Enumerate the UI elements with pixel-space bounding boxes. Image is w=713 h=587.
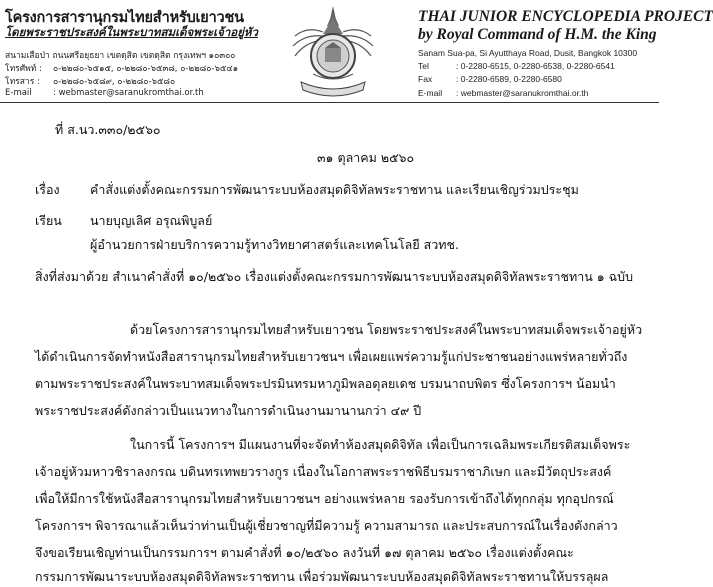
phone-row-thai (5, 61, 238, 75)
paragraph-2-line-6: กรรมการพัฒนาระบบห้องสมุดดิจิทัลพระราชทาน เพื่อร่วมพัฒนาระบบห้องสมุดดิจิทัลพระราชทานให้บรรลุผล (35, 569, 609, 584)
email-value-english: : webmaster@saranukromthai.or.th (456, 88, 589, 98)
email-row-english (418, 88, 588, 98)
letter-date: ๓๑ ตุลาคม ๒๕๖๐ (317, 150, 415, 165)
subject-row (35, 180, 579, 200)
subject-text: คำสั่งแต่งตั้งคณะกรรมการพัฒนาระบบห้องสมุดดิจิทัลพระราชทาน และเรียนเชิญร่วมประชุม (90, 182, 579, 197)
paragraph-1-line-1: ด้วยโครงการสารานุกรมไทยสำหรับเยาวชน โดยพระราชประสงค์ในพระบาทสมเด็จพระเจ้าอยู่หัว (130, 322, 643, 337)
paragraph-2-line-5: จึงขอเรียนเชิญท่านเป็นกรรมการฯ ตามคำสั่งที่ ๑๐/๒๕๖๐ ลงวันที่ ๑๗ ตุลาคม ๒๕๖๐ เรื่องแต่งตั้งคณะ (35, 545, 574, 560)
phone-label-thai: โทรศัพท์ : (5, 64, 42, 74)
org-subtitle-thai: โดยพระราชประสงค์ในพระบาทสมเด็จพระเจ้าอยู่หัว (5, 25, 258, 39)
paragraph-1-line-4: พระราชประสงค์ดังกล่าวเป็นแนวทางในการดำเนินงานมานานกว่า ๔๙ ปี (35, 403, 422, 418)
paragraph-1-line-3: ตามพระราชประสงค์ในพระบาทสมเด็จพระปรมินทรมหาภูมิพลอดุลยเดช บรมนาถบพิตร ซึ่งโครงการฯ น้อมนำ (35, 376, 616, 391)
fax-row-thai (5, 74, 175, 88)
email-row-thai (5, 88, 204, 98)
tel-label-english: Tel (418, 61, 429, 71)
email-label-thai: E-mail (5, 88, 32, 98)
fax-value-english: : 0-2280-6589, 0-2280-6580 (456, 74, 562, 84)
fax-row-english (418, 74, 562, 84)
org-name-english-line1: THAI JUNIOR ENCYCLOPEDIA PROJECT (418, 8, 713, 25)
letterhead-divider (0, 102, 659, 103)
fax-label-thai: โทรสาร : (5, 77, 40, 87)
tel-value-english: : 0-2280-6515, 0-2280-6538, 0-2280-6541 (456, 61, 615, 71)
reference-number: ที่ ส.นว.๓๓๐/๒๕๖๐ (55, 122, 161, 137)
royal-emblem-icon (283, 4, 383, 100)
paragraph-2-line-4: โครงการฯ พิจารณาแล้วเห็นว่าท่านเป็นผู้เชี่ยวชาญที่มีความรู้ ความสามารถ และประสบการณ์ในเรื่องดังกล่าว (35, 518, 618, 533)
address-thai: สนามเสือป่า ถนนศรีอยุธยา เขตดุสิต เขตดุสิต กรุงเทพฯ ๑๐๓๐๐ (5, 51, 236, 61)
org-name-english-line2: by Royal Command of H.M. the King (418, 26, 657, 43)
email-value-thai: : webmaster@saranukromthai.or.th (53, 88, 204, 98)
fax-value-thai: ๐-๒๒๘๐-๖๕๘๙, ๐-๒๒๘๐-๖๕๘๐ (53, 77, 176, 87)
paragraph-2-line-1: ในการนี้ โครงการฯ มีแผนงานที่จะจัดทำห้องสมุดดิจิทัล เพื่อเป็นการเฉลิมพระเกียรติสมเด็จพระ (130, 437, 631, 452)
recipient-title: ผู้อำนวยการฝ่ายบริการความรู้ทางวิทยาศาสตร์และเทคโนโลยี สวทช. (90, 237, 459, 252)
fax-label-english: Fax (418, 74, 433, 84)
recipient-name: นายบุญเลิศ อรุณพิบูลย์ (90, 213, 213, 228)
address-english: Sanam Sua-pa, Si Ayutthaya Road, Dusit, Bangkok 10300 (418, 48, 638, 58)
recipient-row (35, 211, 212, 231)
paragraph-2-line-2: เจ้าอยู่หัวมหาวชิราลงกรณ บดินทรเทพยวรางกูร เนื่องในโอกาสพระราชพิธีบรมราชาภิเษก และมีวัตถุประสงค์ (35, 464, 612, 479)
tel-row-english (418, 61, 615, 71)
subject-label: เรื่อง (35, 182, 60, 197)
recipient-label: เรียน (35, 213, 62, 228)
paragraph-2-line-3: เพื่อให้มีการใช้หนังสือสารานุกรมไทยสำหรับเยาวชนฯ อย่างแพร่หลาย รองรับการเข้าถึงได้ทุกกลุ่ม ทุกอุปกรณ์ (35, 491, 614, 506)
paragraph-1-line-2: ได้ดำเนินการจัดทำหนังสือสารานุกรมไทยสำหรับเยาวชนฯ เพื่อเผยแพร่ความรู้แก่ประชาชนอย่างแพร่หลายทั่วถึง (35, 349, 628, 364)
enclosure-line: สิ่งที่ส่งมาด้วย สำเนาคำสั่งที่ ๑๐/๒๕๖๐ เรื่องแต่งตั้งคณะกรรมการพัฒนาระบบห้องสมุดดิจิทัลพระราชทาน ๑ ฉบับ (35, 269, 634, 284)
email-label-english: E-mail (418, 88, 443, 98)
org-name-thai: โครงการสารานุกรมไทยสำหรับเยาวชน (5, 10, 244, 26)
phone-value-thai: ๐-๒๒๘๐-๖๕๑๕, ๐-๒๒๘๐-๖๕๓๘, ๐-๒๒๘๐-๖๕๔๑ (53, 64, 239, 74)
